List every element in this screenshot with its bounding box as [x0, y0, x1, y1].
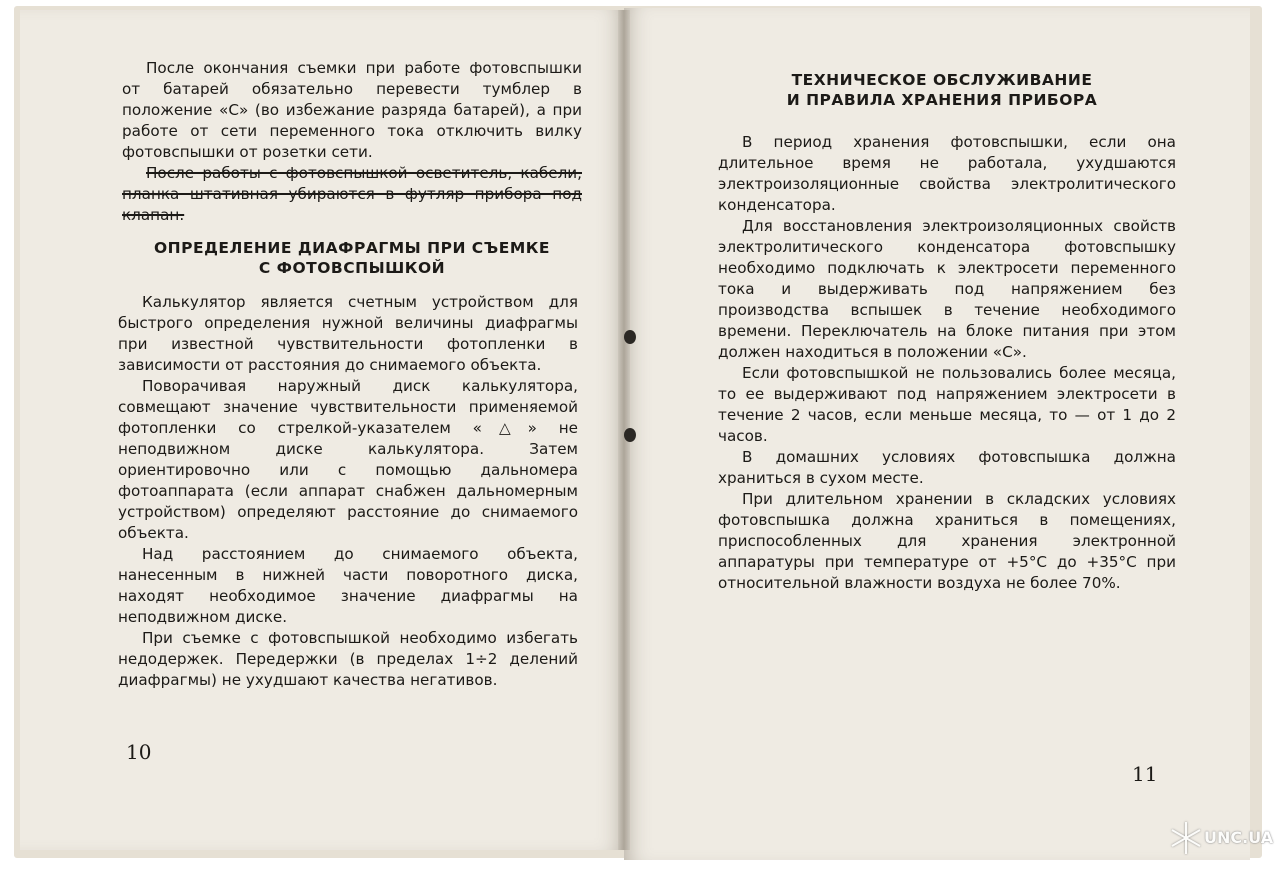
left-section-heading: [122, 238, 582, 278]
left-paragraph-3: Над расстоянием до снимаемого объекта, нанесенным в нижней части поворотного диска, находят необходимое значение диафрагмы на неподвижном диске.: [118, 545, 578, 626]
right-paragraph-2: Для восстановления электроизоляционных свойств электролитического конденсатора фотовспышку необходимо подключать к электросети переменного тока и выдерживать под напряжением без производства вспышек в течение необходимого времени. Переключатель на блоке питания при этом должен находиться в положении «С».: [718, 217, 1176, 361]
left-intro-paragraph-2: После работы с фотовспышкой осветитель, кабели, планка штативная убираются в футляр прибора под клапан.: [122, 164, 582, 224]
left-paragraph-1: Калькулятор является счетным устройством для быстрого определения нужной величины диафрагмы при известной чувствительности фотопленки в зависимости от расстояния до снимаемого объекта.: [118, 293, 578, 374]
right-paragraph-1: В период хранения фотовспышки, если она длительное время не работала, ухудшаются электроизоляционные свойства электролитического конденсатора.: [718, 133, 1176, 214]
left-heading-line-1: ОПРЕДЕЛЕНИЕ ДИАФРАГМЫ ПРИ СЪЕМКЕ: [153, 239, 551, 257]
left-section-body: [118, 292, 578, 691]
left-paragraph-2: Поворачивая наружный диск калькулятора, совмещают значение чувствительности применяемой фотопленки со стрелкой-указателем «△» не неподвижном диске калькулятора. Затем ориентировочно или с помощью дальномера фотоаппарата (если аппарат снабжен дальномерным устройством) определяют расстояние до снимаемого объекта.: [118, 377, 578, 542]
left-heading-line-2: С ФОТОВСПЫШКОЙ: [258, 259, 446, 277]
right-paragraph-5: При длительном хранении в складских условиях фотовспышка должна храниться в помещениях, приспособленных для хранения электронной аппаратуры при температуре от +5°С до +35°С при относительной влажности воздуха не более 70%.: [718, 490, 1176, 592]
page-number-right: 11: [1132, 762, 1158, 786]
staple-top: [624, 330, 636, 344]
staple-bottom: [624, 428, 636, 442]
right-paragraph-3: Если фотовспышкой не пользовались более месяца, то ее выдерживают под напряжением электросети в течение 2 часов, если меньше месяца, то — от 1 до 2 часов.: [718, 364, 1176, 445]
right-section-body: [718, 132, 1176, 594]
right-heading-line-1: ТЕХНИЧЕСКОЕ ОБСЛУЖИВАНИЕ: [791, 71, 1093, 89]
right-heading-line-2: И ПРАВИЛА ХРАНЕНИЯ ПРИБОРА: [786, 91, 1098, 109]
left-intro-paragraph-1: После окончания съемки при работе фотовспышки от батарей обязательно перевести тумблер в положение «С» (во избежание разряда батарей), а при работе от сети переменного тока отключить вилку фотовспышки от розетки сети.: [122, 59, 582, 161]
left-paragraph-4: При съемке с фотовспышкой необходимо избегать недодержек. Передержки (в пределах 1÷2 делений диафрагмы) не ухудшают качества негативов.: [118, 629, 578, 689]
watermark-logo: [1168, 816, 1276, 860]
right-section-heading: [716, 70, 1168, 110]
watermark-text: UNC.UA: [1204, 828, 1274, 847]
left-intro-text: [122, 58, 582, 226]
right-paragraph-4: В домашних условиях фотовспышка должна храниться в сухом месте.: [718, 448, 1176, 487]
page-number-left: 10: [126, 740, 152, 764]
